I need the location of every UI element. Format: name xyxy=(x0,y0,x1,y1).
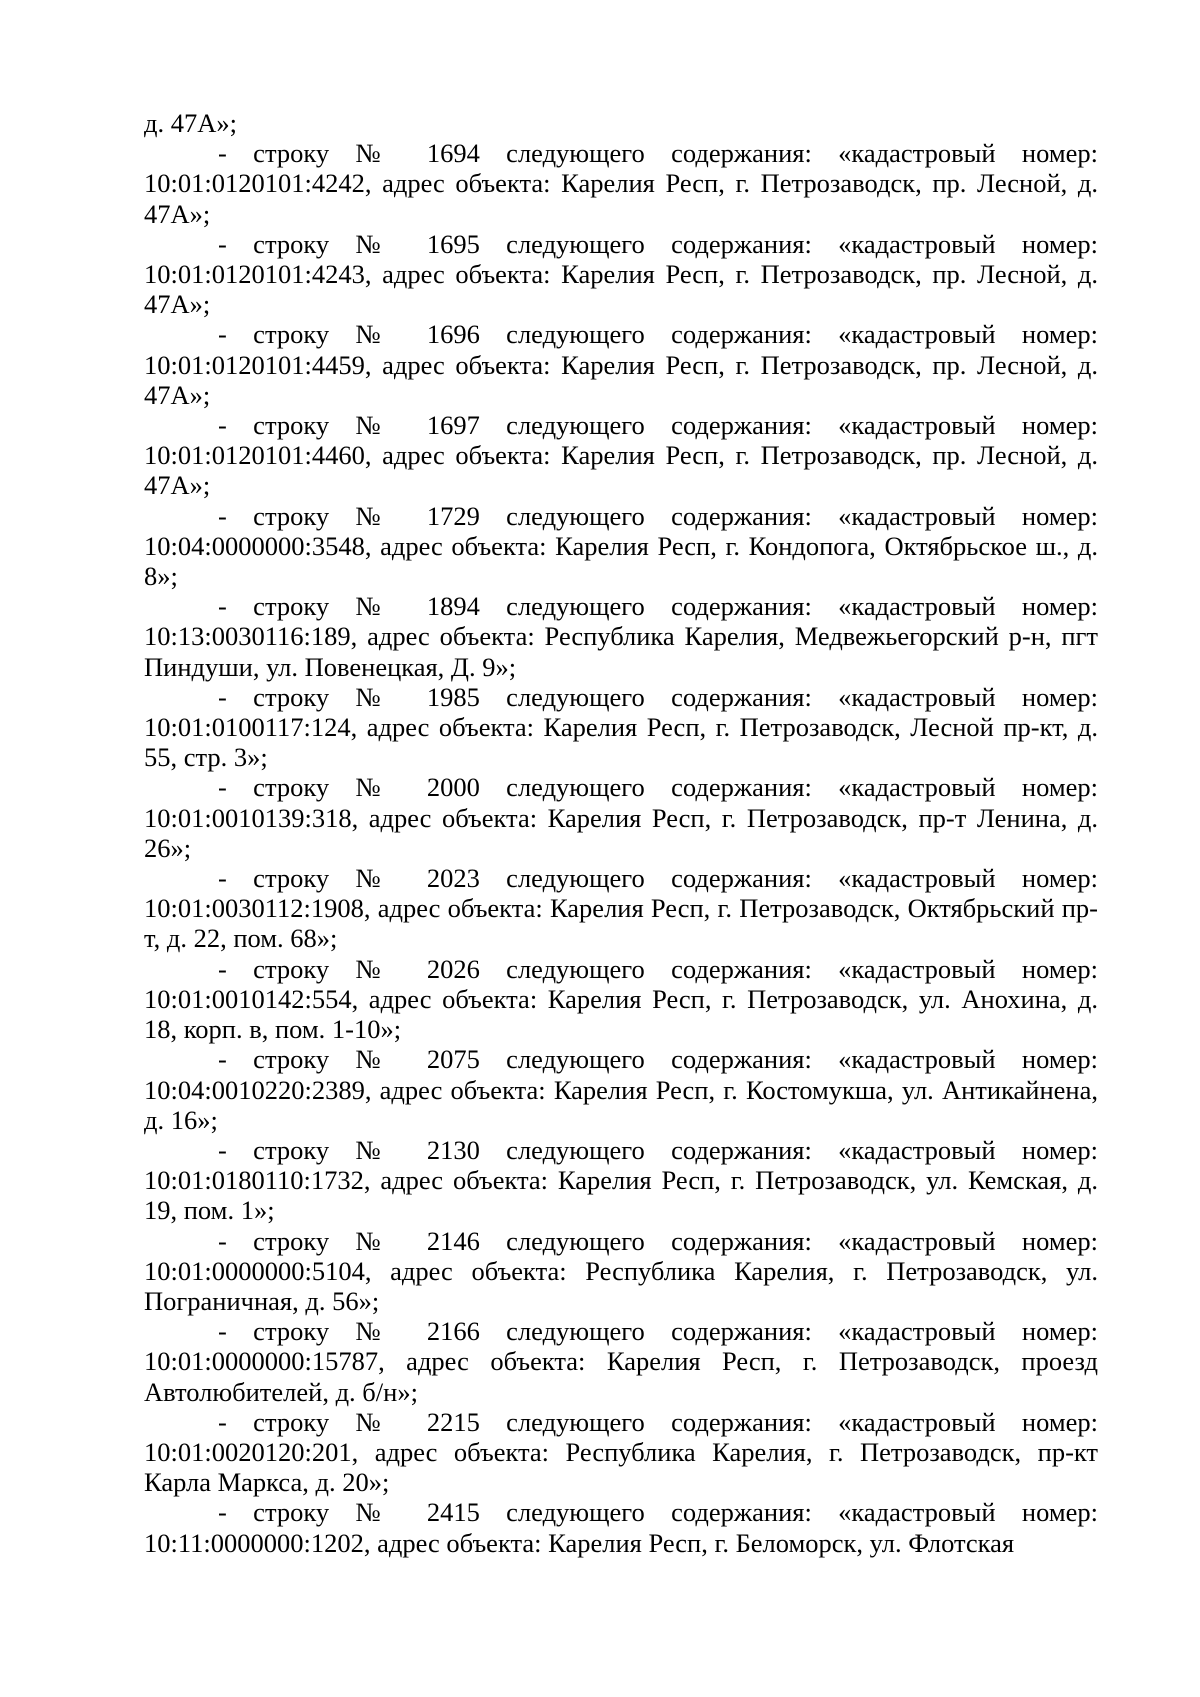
list-item: - строку № 1697 следующего содержания: «кадастровый номер: 10:01:0120101:4460, адрес объекта: Карелия Респ, г. Петрозаводск, пр. Лесной, д. 47А»; xyxy=(144,410,1098,501)
list-item: - строку № 2166 следующего содержания: «кадастровый номер: 10:01:0000000:15787, адрес объекта: Карелия Респ, г. Петрозаводск, проезд Автолюбителей, д. б/н»; xyxy=(144,1316,1098,1407)
lead-line: д. 47А»; xyxy=(144,108,237,138)
list-item: - строку № 1696 следующего содержания: «кадастровый номер: 10:01:0120101:4459, адрес объекта: Карелия Респ, г. Петрозаводск, пр. Лесной, д. 47А»; xyxy=(144,319,1098,410)
list-item: - строку № 1729 следующего содержания: «кадастровый номер: 10:04:0000000:3548, адрес объекта: Карелия Респ, г. Кондопога, Октябрьское ш., д. 8»; xyxy=(144,500,1098,592)
list-item: - строку № 2415 следующего содержания: «кадастровый номер: 10:11:0000000:1202, адрес объекта: Карелия Респ, г. Беломорск, ул. Флотская xyxy=(144,1497,1098,1558)
list-item: - строку № 1894 следующего содержания: «кадастровый номер: 10:13:0030116:189, адрес объекта: Республика Карелия, Медвежьегорский р-н, пгт Пиндуши, ул. Повенецкая, Д. 9»; xyxy=(144,591,1098,682)
list-item: - строку № 2075 следующего содержания: «кадастровый номер: 10:04:0010220:2389, адрес объекта: Карелия Респ, г. Костомукша, ул. Антикайнена, д. 16»; xyxy=(144,1044,1098,1135)
list-item: - строку № 1985 следующего содержания: «кадастровый номер: 10:01:0100117:124, адрес объекта: Карелия Респ, г. Петрозаводск, Лесной пр-кт, д. 55, стр. 3»; xyxy=(144,681,1098,773)
list-item: - строку № 2130 следующего содержания: «кадастровый номер: 10:01:0180110:1732, адрес объекта: Карелия Респ, г. Петрозаводск, ул. Кемская, д. 19, пом. 1»; xyxy=(144,1134,1098,1226)
list-item: - строку № 2000 следующего содержания: «кадастровый номер: 10:01:0010139:318, адрес объекта: Карелия Респ, г. Петрозаводск, пр-т Ленина, д. 26»; xyxy=(144,772,1098,863)
list-item: - строку № 2023 следующего содержания: «кадастровый номер: 10:01:0030112:1908, адрес объекта: Карелия Респ, г. Петрозаводск, Октябрьский пр-т, д. 22, пом. 68»; xyxy=(144,863,1098,954)
document-page xyxy=(144,108,1098,1558)
list-item: - строку № 2146 следующего содержания: «кадастровый номер: 10:01:0000000:5104, адрес объекта: Республика Карелия, г. Петрозаводск, ул. Пограничная, д. 56»; xyxy=(144,1225,1098,1316)
list-item: - строку № 1695 следующего содержания: «кадастровый номер: 10:01:0120101:4243, адрес объекта: Карелия Респ, г. Петрозаводск, пр. Лесной, д. 47А»; xyxy=(144,228,1098,320)
list-item: - строку № 2026 следующего содержания: «кадастровый номер: 10:01:0010142:554, адрес объекта: Карелия Респ, г. Петрозаводск, ул. Анохина, д. 18, корп. в, пом. 1-10»; xyxy=(144,953,1098,1045)
list-item: - строку № 1694 следующего содержания: «кадастровый номер: 10:01:0120101:4242, адрес объекта: Карелия Респ, г. Петрозаводск, пр. Лесной, д. 47А»; xyxy=(144,138,1098,229)
list-item: - строку № 2215 следующего содержания: «кадастровый номер: 10:01:0020120:201, адрес объекта: Республика Карелия, г. Петрозаводск, пр-кт Карла Маркса, д. 20»; xyxy=(144,1406,1098,1498)
